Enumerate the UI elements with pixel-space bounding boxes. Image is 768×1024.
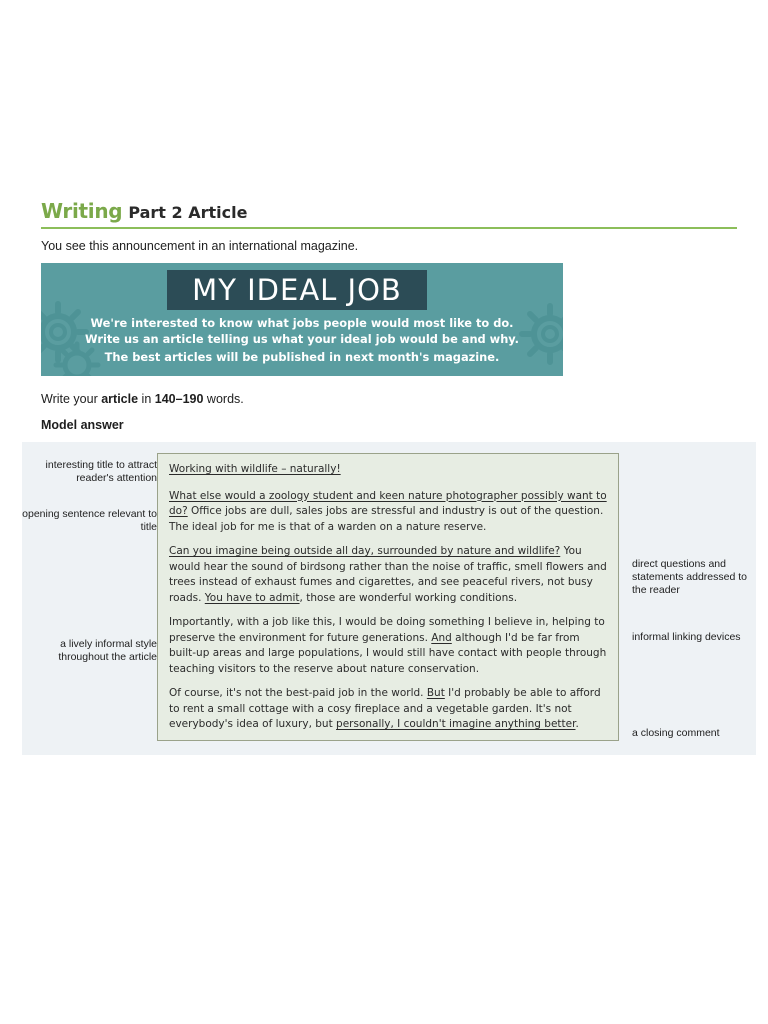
article-title-text: Working with wildlife – naturally!	[169, 463, 341, 475]
paragraph-4-text: Of course, it's not the best-paid job in the world.	[169, 687, 427, 699]
article-paragraph-2	[169, 544, 608, 606]
paragraph-2-end: , those are wonderful working conditions.	[299, 591, 518, 604]
paragraph-2-text: You would hear the sound of birdsong rather than the noise of traffic, smell flowers and trees instead of exhaust fumes and cigarettes, and see peaceful rivers, not busy roads.	[169, 545, 607, 604]
linking-device-but: But	[426, 687, 445, 699]
closing-comment: personally, I couldn't imagine anything better	[336, 718, 576, 730]
model-answer-label: Model answer	[41, 418, 124, 432]
banner-line-1: We're interested to know what jobs people would most like to do.	[90, 316, 514, 330]
article-paragraph-4	[169, 686, 608, 733]
heading-divider	[41, 227, 737, 229]
direct-question: Can you imagine being outside all day, surrounded by nature and wildlife?	[169, 545, 561, 557]
instruction-text-type: article	[101, 392, 139, 406]
paragraph-3-end: although I'd be far from built-up areas and large populations, I would still have contact with people through teaching visitors to the reserve about nature conservation.	[169, 631, 607, 675]
banner-line-2: Write us an article telling us what your ideal job would be and why.	[84, 332, 520, 346]
model-article	[157, 453, 619, 741]
intro-text: You see this announcement in an international magazine.	[41, 239, 359, 253]
task-instruction	[41, 392, 244, 406]
article-paragraph-3	[169, 615, 608, 677]
annotation-closing: a closing comment	[632, 727, 720, 739]
heading-subtitle: Part 2 Article	[128, 203, 248, 222]
section-heading	[41, 199, 737, 229]
gear-icon	[519, 303, 563, 365]
instruction-suffix: words.	[206, 392, 244, 406]
paragraph-4-mid: I'd probably be able to afford to rent a small cottage with a cosy fireplace and a vegetable garden. It's not everybody's idea of luxury, but	[169, 687, 601, 730]
paragraph-1-text: Office jobs are dull, sales jobs are stressful and industry is out of the question. The ideal job for me is that of a warden on a nature reserve.	[169, 505, 604, 533]
instruction-middle: in	[141, 392, 152, 406]
annotation-questions: direct questions and statements addressed to the reader	[632, 558, 747, 596]
opening-question: What else would a zoology student and keen nature photographer possibly want to do?	[169, 489, 607, 517]
paragraph-3-text: Importantly, with a job like this, I would be doing something I believe in, helping to preserve the environment for future generations.	[169, 616, 605, 644]
annotation-linking: informal linking devices	[632, 631, 741, 643]
paragraph-4-end: .	[575, 718, 579, 730]
annotation-opening: opening sentence relevant to title	[22, 508, 157, 533]
article-paragraph-1	[169, 489, 608, 536]
instruction-word-range: 140–190	[154, 392, 204, 406]
linking-device-and: And	[431, 631, 452, 644]
annotation-style: a lively informal style throughout the article	[58, 638, 157, 663]
banner-title: MY IDEAL JOB	[192, 273, 402, 307]
heading-keyword: Writing	[41, 199, 123, 223]
article-title	[169, 462, 608, 478]
annotation-title: interesting title to attract reader's attention	[45, 459, 157, 484]
instruction-prefix: Write your	[41, 392, 98, 406]
reader-statement: You have to admit	[204, 591, 300, 604]
banner-title-box	[167, 270, 427, 310]
banner-text	[81, 315, 523, 365]
banner-line-3: The best articles will be published in next month's magazine.	[104, 350, 500, 364]
announcement-banner	[41, 263, 563, 376]
